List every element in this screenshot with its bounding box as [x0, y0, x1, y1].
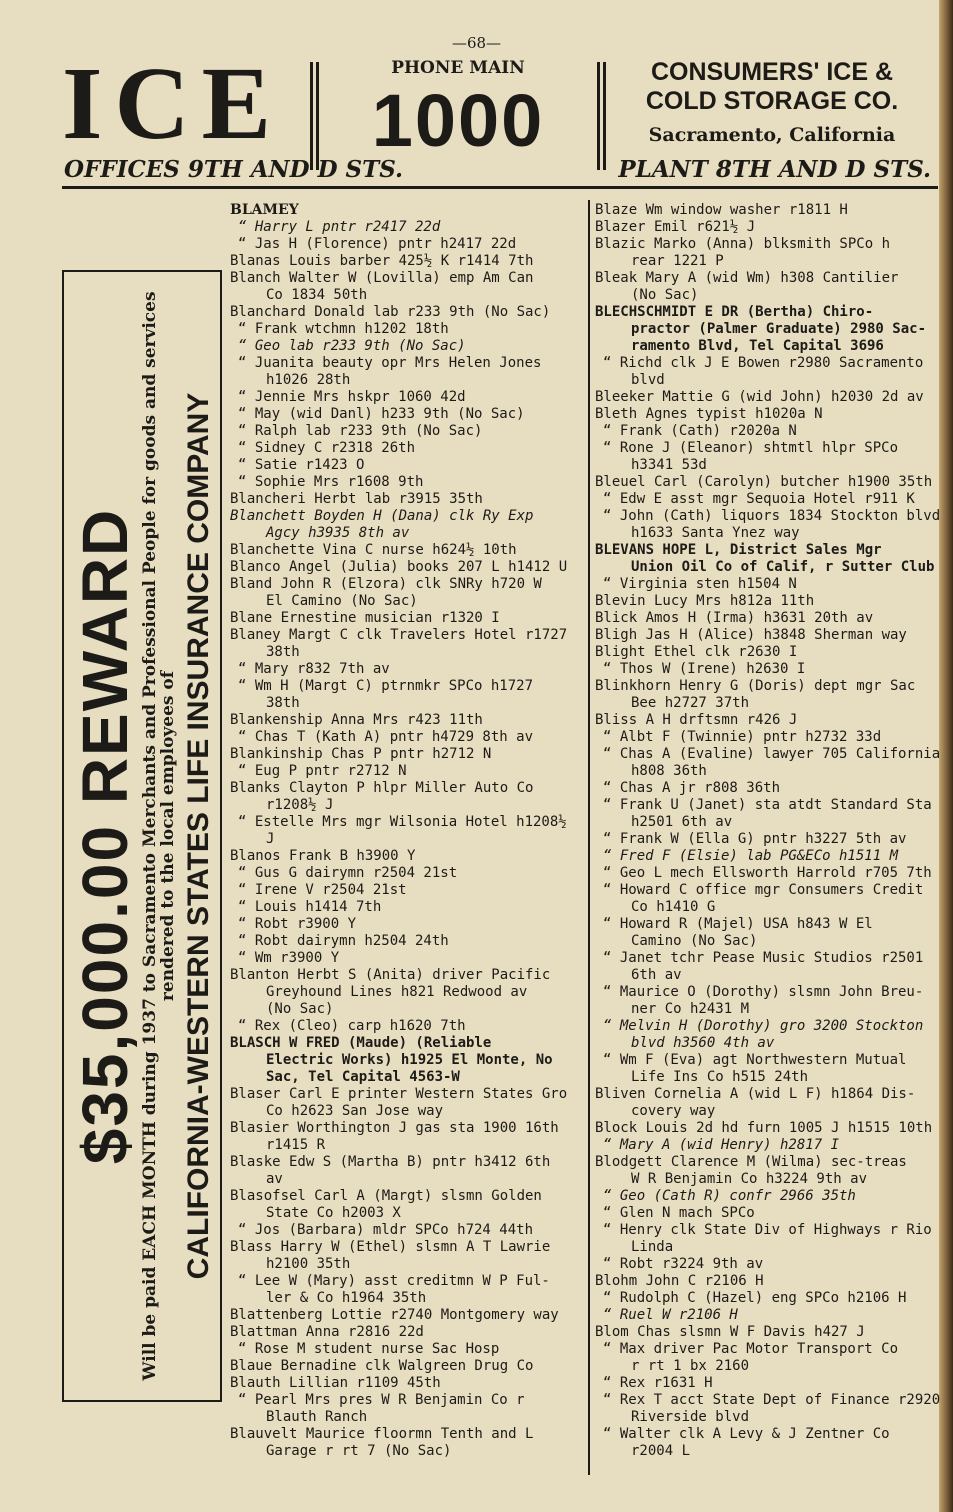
plant-address: PLANT 8TH AND D STS. [618, 156, 931, 183]
entry-line: “ Chas T (Kath A) pntr h4729 8th av [238, 729, 534, 745]
entry-line: Bliven Cornelia A (wid L F) h1864 Dis- [595, 1086, 916, 1102]
directory-entry [595, 1205, 940, 1222]
entry-line: Blazic Marko (Anna) blksmith SPCo h [595, 236, 891, 252]
directory-entry [230, 1307, 584, 1324]
entry-line: Blanco Angel (Julia) books 207 L h1412 U [230, 559, 568, 575]
entry-continuation: Union Oil Co of Calif, r Sutter Club [631, 559, 935, 575]
entry-continuation: Bee h2727 37th [631, 695, 750, 711]
directory-entry [230, 559, 584, 576]
header-rule [62, 186, 938, 189]
directory-entry [595, 219, 940, 236]
entry-continuation: W R Benjamin Co h3224 9th av [631, 1171, 868, 1187]
entry-line: “ Geo lab r233 9th (No Sac) [238, 338, 466, 354]
entry-continuation: Electric Works) h1925 El Monte, No [266, 1052, 553, 1068]
directory-entry [230, 1035, 584, 1086]
directory-entry [230, 1341, 584, 1358]
entry-continuation: 6th av [631, 967, 682, 983]
entry-line: “ Richd clk J E Bowen r2980 Sacramento [603, 355, 924, 371]
entry-line: “ Rex (Cleo) carp h1620 7th [238, 1018, 466, 1034]
directory-entry [595, 729, 940, 746]
entry-line: Bleeker Mattie G (wid John) h2030 2d av [595, 389, 924, 405]
entry-line: “ May (wid Danl) h233 9th (No Sac) [238, 406, 525, 422]
entry-line: “ Jennie Mrs hskpr 1060 42d [238, 389, 466, 405]
entry-continuation: Co 1834 50th [266, 287, 368, 303]
directory-entry [230, 899, 584, 916]
directory-entry [230, 321, 584, 338]
offices-address: OFFICES 9TH AND D STS. [64, 156, 404, 183]
entry-line: “ Eug P pntr r2712 N [238, 763, 407, 779]
directory-entry [230, 712, 584, 729]
entry-line: “ Rose M student nurse Sac Hosp [238, 1341, 500, 1357]
directory-entry [230, 1120, 584, 1154]
directory-entry [230, 780, 584, 814]
entry-continuation: (No Sac) [266, 1001, 334, 1017]
entry-line: Blight Ethel clk r2630 I [595, 644, 798, 660]
entry-line: Blanchette Vina C nurse h624½ 10th [230, 542, 517, 558]
directory-entry [230, 1154, 584, 1188]
directory-entry [230, 253, 584, 270]
entry-line: Blane Ernestine musician r1320 I [230, 610, 500, 626]
directory-entry [230, 661, 584, 678]
directory-entry [595, 1188, 940, 1205]
directory-entry [230, 950, 584, 967]
directory-entry [595, 1154, 940, 1188]
directory-entry [230, 678, 584, 712]
directory-entry [230, 967, 584, 1018]
directory-entry [595, 984, 940, 1018]
entry-line: “ Mary A (wid Henry) h2817 I [603, 1137, 840, 1153]
column-divider [588, 200, 590, 1475]
entry-line: Bliss A H drftsmn r426 J [595, 712, 798, 728]
directory-entry [595, 576, 940, 593]
entry-line: Blinkhorn Henry G (Doris) dept mgr Sac [595, 678, 916, 694]
entry-line: Blankinship Chas P pntr h2712 N [230, 746, 492, 762]
company-name [612, 58, 932, 116]
directory-entry [595, 355, 940, 389]
directory-entry [595, 1018, 940, 1052]
company-line-2: COLD STORAGE CO. [645, 86, 899, 115]
entry-line: Blattman Anna r2816 22d [230, 1324, 424, 1340]
entry-continuation: h2100 35th [266, 1256, 351, 1272]
entry-line: “ Rudolph C (Hazel) eng SPCo h2106 H [603, 1290, 907, 1306]
directory-entry [230, 729, 584, 746]
directory-entry [230, 1375, 584, 1392]
entry-continuation: State Co h2003 X [266, 1205, 401, 1221]
directory-entry [595, 1375, 940, 1392]
directory-entry [595, 1341, 940, 1375]
directory-entry [595, 950, 940, 984]
reward-ad-content [67, 276, 217, 1396]
directory-entry [595, 389, 940, 406]
entry-continuation: h808 36th [631, 763, 707, 779]
header-divider-left [310, 62, 313, 170]
directory-entry [230, 338, 584, 355]
directory-entry [595, 1222, 940, 1256]
entry-line: Blattenberg Lottie r2740 Montgomery way [230, 1307, 559, 1323]
directory-entry [230, 763, 584, 780]
entry-line: “ Sophie Mrs r1608 9th [238, 474, 424, 490]
directory-entry [595, 678, 940, 712]
directory-entry [595, 491, 940, 508]
entry-line: “ Edw E asst mgr Sequoia Hotel r911 K [603, 491, 915, 507]
entry-line: Blass Harry W (Ethel) slsmn A T Lawrie [230, 1239, 551, 1255]
entry-line: “ Wm H (Margt C) ptrnmkr SPCo h1727 [238, 678, 534, 694]
entry-line: Bleth Agnes typist h1020a N [595, 406, 823, 422]
directory-entry [595, 202, 940, 219]
directory-entry [595, 865, 940, 882]
entry-line: “ Henry clk State Div of Highways r Rio [603, 1222, 932, 1238]
directory-entry [595, 1086, 940, 1120]
entry-continuation: Linda [631, 1239, 674, 1255]
entry-continuation: av [266, 1171, 283, 1187]
entry-line: “ Mary r832 7th av [238, 661, 390, 677]
entry-line: Bleuel Carl (Carolyn) butcher h1900 35th [595, 474, 933, 490]
directory-entry [230, 236, 584, 253]
entry-line: “ Maurice O (Dorothy) slsmn John Breu- [603, 984, 924, 1000]
entry-line: Blanch Walter W (Lovilla) emp Am Can [230, 270, 534, 286]
directory-entry [230, 508, 584, 542]
entry-line: “ Ralph lab r233 9th (No Sac) [238, 423, 483, 439]
entry-continuation: Greyhound Lines h821 Redwood av [266, 984, 528, 1000]
directory-entry [230, 865, 584, 882]
directory-entry [230, 423, 584, 440]
directory-entry [230, 916, 584, 933]
entry-continuation: Garage r rt 7 (No Sac) [266, 1443, 452, 1459]
entry-line: “ Albt F (Twinnie) pntr h2732 33d [603, 729, 882, 745]
company-line-1: CONSUMERS' ICE & [650, 58, 894, 86]
entry-line: “ Pearl Mrs pres W R Benjamin Co r [238, 1392, 525, 1408]
entry-line: Blodgett Clarence M (Wilma) sec-treas [595, 1154, 907, 1170]
directory-entry [595, 780, 940, 797]
entry-line: “ Wm r3900 Y [238, 950, 340, 966]
entry-line: “ Virginia sten h1504 N [603, 576, 797, 592]
entry-line: Blasier Worthington J gas sta 1900 16th [230, 1120, 559, 1136]
directory-entry [595, 508, 940, 542]
entry-line: “ Irene V r2504 21st [238, 882, 407, 898]
directory-entry [595, 304, 940, 355]
directory-entry [230, 1222, 584, 1239]
entry-line: Blancheri Herbt lab r3915 35th [230, 491, 483, 507]
directory-entry [230, 1188, 584, 1222]
directory-column-right [595, 202, 940, 1460]
entry-line: “ Frank U (Janet) sta atdt Standard Sta [603, 797, 932, 813]
ad-title-ice: ICE [62, 46, 283, 161]
entry-line: Blohm John C r2106 H [595, 1273, 764, 1289]
entry-continuation: Blauth Ranch [266, 1409, 368, 1425]
directory-entry [595, 474, 940, 491]
entry-line: “ Louis h1414 7th [238, 899, 382, 915]
header-divider-right-2 [603, 62, 606, 170]
directory-entry [230, 1324, 584, 1341]
entry-line: “ Wm F (Eva) agt Northwestern Mutual [603, 1052, 907, 1068]
directory-entry [230, 355, 584, 389]
directory-entry [230, 1018, 584, 1035]
directory-entry [230, 270, 584, 304]
directory-entry [230, 848, 584, 865]
directory-entry [595, 440, 940, 474]
entry-continuation: Sac, Tel Capital 4563-W [266, 1069, 460, 1085]
entry-line: Blaney Margt C clk Travelers Hotel r1727 [230, 627, 568, 643]
entry-line: Blevin Lucy Mrs h812a 11th [595, 593, 815, 609]
entry-continuation: Riverside blvd [631, 1409, 750, 1425]
entry-line: Blauth Lillian r1109 45th [230, 1375, 441, 1391]
entry-line: Blanchard Donald lab r233 9th (No Sac) [230, 304, 551, 320]
entry-line: Block Louis 2d hd furn 1005 J h1515 10th [595, 1120, 933, 1136]
entry-line: “ Rone J (Eleanor) shtmtl hlpr SPCo [603, 440, 899, 456]
entry-line: BLASCH W FRED (Maude) (Reliable [230, 1035, 492, 1051]
entry-line: BLAMEY [230, 202, 299, 218]
directory-entry [230, 406, 584, 423]
directory-entry [230, 746, 584, 763]
entry-line: Blankenship Anna Mrs r423 11th [230, 712, 483, 728]
entry-line: Blasofsel Carl A (Margt) slsmn Golden [230, 1188, 542, 1204]
entry-line: “ Robt r3900 Y [238, 916, 357, 932]
entry-continuation: h2501 6th av [631, 814, 733, 830]
entry-line: Blazer Emil r621½ J [595, 219, 756, 235]
entry-continuation: h1633 Santa Ynez way [631, 525, 800, 541]
entry-continuation: blvd h3560 4th av [631, 1035, 775, 1051]
reward-ad-line-3: rendered to the local employees of [158, 670, 178, 1002]
entry-line: “ Robt dairymn h2504 24th [238, 933, 449, 949]
page-number: —68— [451, 34, 502, 52]
entry-continuation: blvd [631, 372, 665, 388]
directory-entry [595, 270, 940, 304]
entry-line: “ Frank wtchmn h1202 18th [238, 321, 449, 337]
directory-entry [595, 423, 940, 440]
reward-ad-company: CALIFORNIA-WESTERN STATES LIFE INSURANCE COMPANY [182, 392, 215, 1280]
directory-entry [230, 1426, 584, 1460]
entry-continuation: r rt 1 bx 2160 [631, 1358, 750, 1374]
entry-line: “ Jas H (Florence) pntr h2417 22d [238, 236, 517, 252]
entry-line: “ Jos (Barbara) mldr SPCo h724 44th [238, 1222, 534, 1238]
entry-continuation: (No Sac) [631, 287, 699, 303]
entry-continuation: r1208½ J [266, 797, 334, 813]
entry-continuation: r1415 R [266, 1137, 326, 1153]
directory-entry [595, 1273, 940, 1290]
entry-line: Blanchett Boyden H (Dana) clk Ry Exp [230, 508, 534, 524]
entry-line: Blom Chas slsmn W F Davis h427 J [595, 1324, 865, 1340]
directory-entry [595, 797, 940, 831]
directory-entry [230, 814, 584, 848]
entry-line: “ Max driver Pac Motor Transport Co [603, 1341, 899, 1357]
directory-entry [230, 1358, 584, 1375]
entry-continuation: 38th [266, 644, 300, 660]
entry-continuation: ler & Co h1964 35th [266, 1290, 427, 1306]
entry-line: “ Geo (Cath R) confr 2966 35th [603, 1188, 856, 1204]
directory-entry [595, 236, 940, 270]
directory-entry [230, 610, 584, 627]
entry-continuation: r2004 L [631, 1443, 691, 1459]
directory-entry [230, 882, 584, 899]
directory-entry [595, 712, 940, 729]
entry-line: “ Ruel W r2106 H [603, 1307, 738, 1323]
directory-entry [595, 1120, 940, 1137]
entry-line: Blaser Carl E printer Western States Gro [230, 1086, 568, 1102]
entry-continuation: Co h1410 G [631, 899, 716, 915]
entry-line: “ Rex T acct State Dept of Finance r2920 [603, 1392, 941, 1408]
directory-entry [595, 1307, 940, 1324]
entry-line: “ Fred F (Elsie) lab PG&ECo h1511 M [603, 848, 899, 864]
entry-continuation: ramento Blvd, Tel Capital 3696 [631, 338, 884, 354]
directory-entry [595, 831, 940, 848]
entry-line: “ Robt r3224 9th av [603, 1256, 764, 1272]
entry-line: “ Gus G dairymn r2504 21st [238, 865, 458, 881]
entry-continuation: ner Co h2431 M [631, 1001, 750, 1017]
entry-line: “ Walter clk A Levy & J Zentner Co [603, 1426, 890, 1442]
directory-column-left [230, 202, 584, 1460]
directory-entry [595, 661, 940, 678]
directory-entry [230, 474, 584, 491]
reward-amount: $35,000.00 REWARD [69, 507, 141, 1165]
directory-entry [230, 389, 584, 406]
entry-continuation: Camino (No Sac) [631, 933, 758, 949]
directory-entry [595, 1324, 940, 1341]
directory-entry [230, 491, 584, 508]
entry-line: “ Janet tchr Pease Music Studios r2501 [603, 950, 924, 966]
entry-line: Blaue Bernadine clk Walgreen Drug Co [230, 1358, 534, 1374]
directory-entry [595, 627, 940, 644]
directory-entry [595, 593, 940, 610]
entry-line: Blaze Wm window washer r1811 H [595, 202, 848, 218]
directory-entry [595, 1426, 940, 1460]
entry-line: Bligh Jas H (Alice) h3848 Sherman way [595, 627, 907, 643]
directory-entry [595, 1290, 940, 1307]
entry-line: “ Sidney C r2318 26th [238, 440, 416, 456]
directory-entry [595, 746, 940, 780]
reward-ad-line-2: Will be paid EACH MONTH during 1937 to Sacramento Merchants and Professional People for goods and services [140, 291, 160, 1381]
entry-line: “ Lee W (Mary) asst creditmn W P Ful- [238, 1273, 550, 1289]
directory-entry [230, 1273, 584, 1307]
directory-entry [230, 542, 584, 559]
directory-entry [595, 916, 940, 950]
directory-entry [230, 627, 584, 661]
entry-line: “ Geo L mech Ellsworth Harrold r705 7th [603, 865, 932, 881]
entry-line: “ Estelle Mrs mgr Wilsonia Hotel h1208½ [238, 814, 567, 830]
directory-entry [595, 1137, 940, 1154]
entry-line: “ John (Cath) liquors 1834 Stockton blvd [603, 508, 941, 524]
directory-entry [595, 1052, 940, 1086]
directory-entry [595, 1392, 940, 1426]
entry-line: “ Juanita beauty opr Mrs Helen Jones [238, 355, 542, 371]
entry-continuation: Life Ins Co h515 24th [631, 1069, 809, 1085]
directory-entry [595, 644, 940, 661]
directory-entry [230, 457, 584, 474]
directory-entry [595, 406, 940, 423]
entry-continuation: h3341 53d [631, 457, 707, 473]
entry-line: “ Thos W (Irene) h2630 I [603, 661, 806, 677]
reward-ad-line-1 [68, 508, 142, 1165]
directory-entry [595, 882, 940, 916]
entry-continuation: covery way [631, 1103, 716, 1119]
entry-line: “ Howard C office mgr Consumers Credit [603, 882, 924, 898]
directory-entry [230, 1392, 584, 1426]
entry-line: “ Chas A jr r808 36th [603, 780, 781, 796]
header-divider-right [597, 62, 600, 170]
entry-line: Blanos Frank B h3900 Y [230, 848, 416, 864]
directory-entry [230, 440, 584, 457]
entry-continuation: Agcy h3935 8th av [266, 525, 410, 541]
page-edge-shadow [939, 0, 953, 1512]
entry-continuation: rear 1221 P [631, 253, 724, 269]
entry-line: Bland John R (Elzora) clk SNRy h720 W [230, 576, 542, 592]
entry-line: “ Satie r1423 O [238, 457, 365, 473]
entry-line: “ Rex r1631 H [603, 1375, 713, 1391]
entry-continuation: practor (Palmer Graduate) 2980 Sac- [631, 321, 927, 337]
reward-ad-box [62, 270, 222, 1402]
entry-line: “ Frank (Cath) r2020a N [603, 423, 797, 439]
entry-continuation: h1026 28th [266, 372, 351, 388]
directory-entry [595, 542, 940, 576]
entry-continuation: J [266, 831, 275, 847]
phone-label: PHONE MAIN [391, 58, 525, 78]
entry-line: Blanas Louis barber 425½ K r1414 7th [230, 253, 534, 269]
directory-entry [230, 1239, 584, 1273]
phone-number: 1000 [371, 79, 545, 162]
directory-entry [230, 933, 584, 950]
entry-line: Blaske Edw S (Martha B) pntr h3412 6th [230, 1154, 551, 1170]
entry-continuation: El Camino (No Sac) [266, 593, 418, 609]
entry-continuation: Co h2623 San Jose way [266, 1103, 444, 1119]
entry-line: “ Chas A (Evaline) lawyer 705 California [603, 746, 941, 762]
directory-entry [230, 304, 584, 321]
directory-entry [230, 219, 584, 236]
directory-entry [595, 610, 940, 627]
entry-line: Blick Amos H (Irma) h3631 20th av [595, 610, 874, 626]
entry-line: “ Frank W (Ella G) pntr h3227 5th av [603, 831, 907, 847]
directory-entry [595, 848, 940, 865]
directory-entry [230, 576, 584, 610]
directory-entry [595, 1256, 940, 1273]
entry-line: Blanton Herbt S (Anita) driver Pacific [230, 967, 551, 983]
directory-entry [230, 1086, 584, 1120]
entry-line: “ Melvin H (Dorothy) gro 3200 Stockton [603, 1018, 924, 1034]
entry-line: BLECHSCHMIDT E DR (Bertha) Chiro- [595, 304, 874, 320]
directory-entry [230, 202, 584, 219]
entry-line: BLEVANS HOPE L, District Sales Mgr [595, 542, 882, 558]
entry-line: Bleak Mary A (wid Wm) h308 Cantilier [595, 270, 899, 286]
entry-line: “ Harry L pntr r2417 22d [238, 219, 441, 235]
entry-line: “ Glen N mach SPCo [603, 1205, 755, 1221]
entry-continuation: 38th [266, 695, 300, 711]
entry-line: “ Howard R (Majel) USA h843 W El [603, 916, 873, 932]
entry-line: Blauvelt Maurice floormn Tenth and L [230, 1426, 534, 1442]
company-city: Sacramento, California [648, 124, 896, 146]
entry-line: Blanks Clayton P hlpr Miller Auto Co [230, 780, 534, 796]
